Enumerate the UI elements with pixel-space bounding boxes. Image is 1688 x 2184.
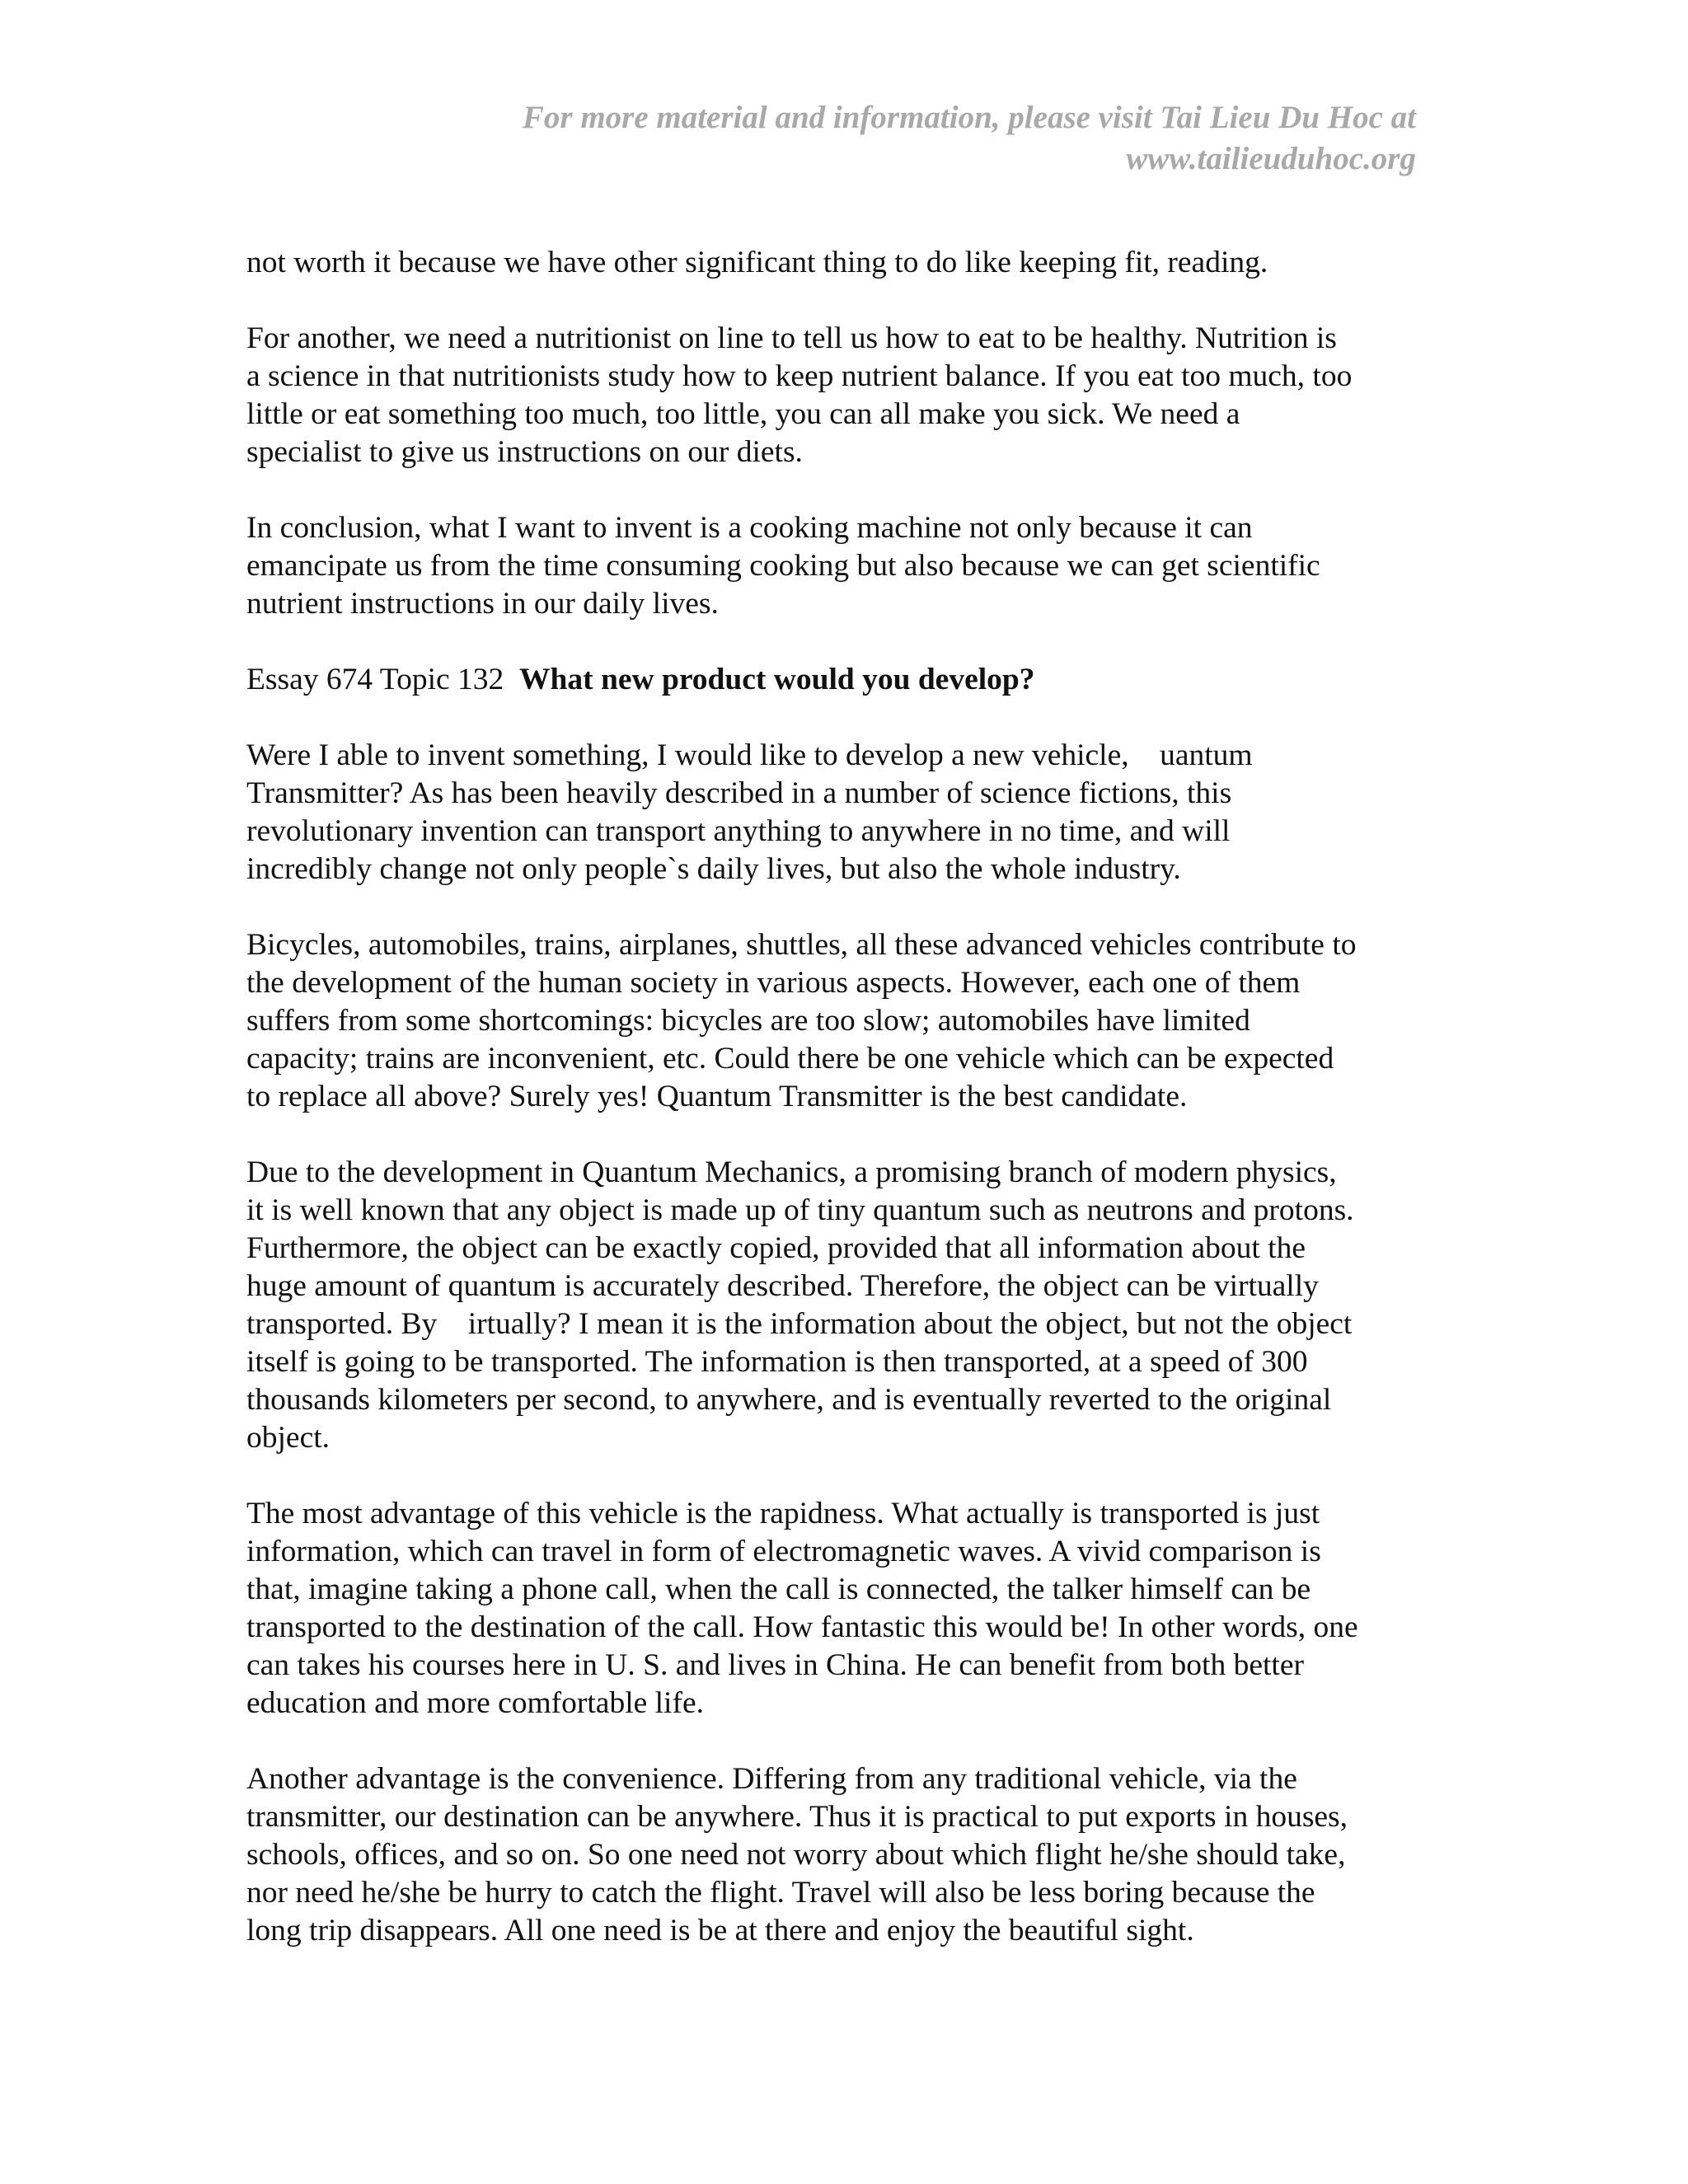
- text-line: incredibly change not only people`s daily lives, but also the whole industry.: [246, 852, 1181, 886]
- text-line: information, which can travel in form of electromagnetic waves. A vivid comparison is: [246, 1535, 1321, 1568]
- text-line: Were I able to invent something, I would like to develop a new vehicle, uantum: [246, 738, 1253, 772]
- text-line: transported. By irtually? I mean it is the information about the object, but not the object: [246, 1307, 1353, 1341]
- text-line: that, imagine taking a phone call, when the call is connected, the talker himself can be: [246, 1572, 1311, 1606]
- text-line: revolutionary invention can transport anything to anywhere in no time, and will: [246, 814, 1231, 848]
- text-line: little or eat something too much, too little, you can all make you sick. We need a: [246, 397, 1240, 431]
- text-line: thousands kilometers per second, to anywhere, and is eventually reverted to the original: [246, 1383, 1332, 1417]
- essay-question: What new product would you develop?: [519, 663, 1035, 696]
- text-line: not worth it because we have other significant thing to do like keeping fit, reading.: [246, 246, 1268, 279]
- text-line: a science in that nutritionists study how to keep nutrient balance. If you eat too much, too: [246, 359, 1353, 393]
- paragraph: [246, 244, 1433, 282]
- text-line: Due to the development in Quantum Mechanics, a promising branch of modern physics,: [246, 1155, 1337, 1189]
- text-line: Another advantage is the convenience. Differing from any traditional vehicle, via the: [246, 1762, 1297, 1796]
- text-line: itself is going to be transported. The information is then transported, at a speed of 300: [246, 1345, 1308, 1379]
- text-line: object.: [246, 1421, 331, 1455]
- text-line: long trip disappears. All one need is be at there and enjoy the beautiful sight.: [246, 1914, 1194, 1947]
- text-line: emancipate us from the time consuming cooking but also because we can get scientific: [246, 549, 1320, 583]
- paragraph: [246, 737, 1433, 888]
- paragraph: [246, 509, 1433, 623]
- text-line: transported to the destination of the call. How fantastic this would be! In other words, one: [246, 1610, 1358, 1644]
- essay-title-line: [246, 661, 1433, 699]
- text-line: For another, we need a nutritionist on line to tell us how to eat to be healthy. Nutrition is: [246, 321, 1337, 355]
- text-line: to replace all above? Surely yes! Quantum Transmitter is the best candidate.: [246, 1080, 1188, 1113]
- text-line: schools, offices, and so on. So one need not worry about which flight he/she should take,: [246, 1838, 1346, 1872]
- document-body: [246, 244, 1433, 1988]
- text-line: nor need he/she be hurry to catch the flight. Travel will also be less boring because the: [246, 1876, 1315, 1910]
- essay-title: [246, 661, 1433, 699]
- text-line: nutrient instructions in our daily lives.: [246, 587, 719, 621]
- text-line: education and more comfortable life.: [246, 1686, 704, 1720]
- text-line: suffers from some shortcomings: bicycles are too slow; automobiles have limited: [246, 1004, 1250, 1038]
- text-line: it is well known that any object is made up of tiny quantum such as neutrons and protons.: [246, 1193, 1354, 1227]
- text-line: can takes his courses here in U. S. and lives in China. He can benefit from both better: [246, 1648, 1304, 1682]
- text-line: huge amount of quantum is accurately described. Therefore, the object can be virtually: [246, 1269, 1319, 1303]
- text-line: transmitter, our destination can be anywhere. Thus it is practical to put exports in houses,: [246, 1800, 1348, 1834]
- text-line: In conclusion, what I want to invent is a cooking machine not only because it can: [246, 511, 1253, 545]
- text-line: the development of the human society in various aspects. However, each one of them: [246, 966, 1301, 1000]
- header-line-2: www.tailieuduhoc.org: [1126, 141, 1416, 176]
- paragraph: [246, 320, 1433, 471]
- text-line: Furthermore, the object can be exactly copied, provided that all information about the: [246, 1231, 1306, 1265]
- essay-number: Essay 674 Topic 132: [246, 663, 520, 696]
- text-line: capacity; trains are inconvenient, etc. Could there be one vehicle which can be expected: [246, 1042, 1334, 1076]
- paragraph: [246, 1495, 1433, 1722]
- text-line: Transmitter? As has been heavily described in a number of science fictions, this: [246, 776, 1232, 810]
- text-line: The most advantage of this vehicle is the rapidness. What actually is transported is just: [246, 1497, 1320, 1530]
- paragraph: [246, 1760, 1433, 1950]
- page-header: [345, 97, 1416, 180]
- text-line: Bicycles, automobiles, trains, airplanes, shuttles, all these advanced vehicles contribute to: [246, 928, 1357, 962]
- header-line-1: For more material and information, please visit Tai Lieu Du Hoc at: [522, 100, 1416, 135]
- text-line: specialist to give us instructions on our diets.: [246, 435, 803, 469]
- paragraph: [246, 926, 1433, 1116]
- paragraph: [246, 1154, 1433, 1457]
